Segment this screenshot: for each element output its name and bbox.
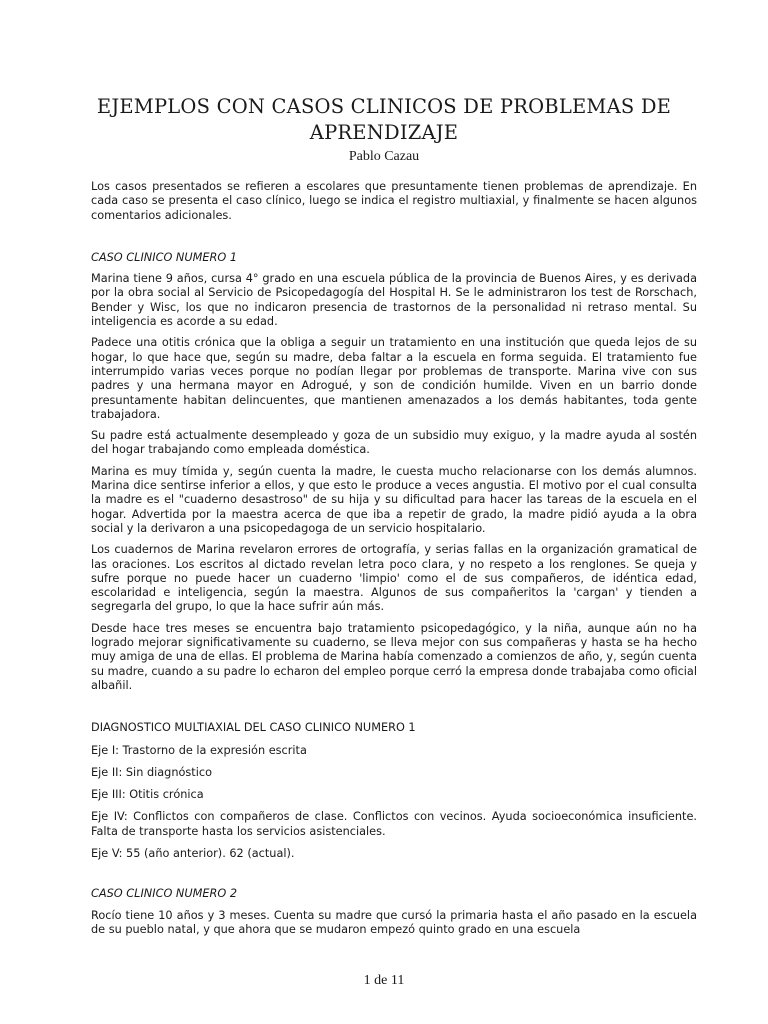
case1-paragraph: Padece una otitis crónica que la obliga a seguir un tratamiento en una institución que queda lejos de su hogar, lo que hace que, según su madre, deba faltar a la escuela en forma seguida. El tratamiento fue interrumpido varias veces porque no podían llegar por problemas de transporte. Marina vive con sus padres y una hermana mayor en Adrogué, y son de condición humilde. Viven en un barrio donde presuntamente habitan delincuentes, que mantienen amenazados a los demás habitantes, toda gente trabajadora.	[91, 336, 697, 421]
case1-paragraph: Marina tiene 9 años, cursa 4° grado en una escuela pública de la provincia de Buenos Aires, y es derivada por la obra social al Servicio de Psicopedagogía del Hospital H. Se le administraron los test de Rorschach, Bender y Wisc, los que no indicaron presencia de trastornos de la personalidad ni retraso mental. Su inteligencia es acorde a su edad.	[91, 272, 697, 329]
case-heading-2: CASO CLINICO NUMERO 2	[91, 887, 238, 901]
axis-item: Eje IV: Conflictos con compañeros de clase. Conflictos con vecinos. Ayuda socioeconómica insuficiente. Falta de transporte hasta los servicios asistenciales.	[91, 810, 697, 838]
document-author: Pablo Cazau	[348, 149, 420, 164]
page-number: 1 de 11	[363, 973, 405, 988]
case1-paragraph: Su padre está actualmente desempleado y goza de un subsidio muy exiguo, y la madre ayuda al sostén del hogar trabajando como empleada doméstica.	[91, 429, 697, 457]
document-title: EJEMPLOS CON CASOS CLINICOS DE PROBLEMAS DE APRENDIZAJE	[96, 95, 672, 144]
intro-paragraph: Los casos presentados se refieren a escolares que presuntamente tienen problemas de aprendizaje. En cada caso se presenta el caso clínico, luego se indica el registro multiaxial, y finalmente se hacen algunos comentarios adicionales.	[91, 180, 697, 222]
axis-item: Eje II: Sin diagnóstico	[91, 765, 212, 779]
axis-item: Eje I: Trastorno de la expresión escrita	[91, 743, 307, 757]
case1-paragraph: Los cuadernos de Marina revelaron errores de ortografía, y serias fallas en la organización gramatical de las oraciones. Los escritos al dictado revelan letra poco clara, y no respeto a los renglones. Se queja y sufre porque no puede hacer un cuaderno 'limpio' como el de sus compañeros, de idéntica edad, escolaridad e inteligencia, según la maestra. Algunos de sus compañeritos la 'cargan' y tienden a segregarla del grupo, lo que la hace sufrir aún más.	[91, 543, 697, 614]
case1-paragraph: Marina es muy tímida y, según cuenta la madre, le cuesta mucho relacionarse con los demás alumnos. Marina dice sentirse inferior a ellos, y que esto le produce a veces angustia. El motivo por el cual consulta la madre es el "cuaderno desastroso" de su hija y su dificultad para hacer las tareas de la escuela en el hogar. Advertida por la maestra acerca de que iba a repetir de grado, la madre pidió ayuda a la obra social y la derivaron a una psicopedagoga de un servicio hospitalario.	[91, 464, 697, 535]
document-body	[91, 180, 697, 944]
case2-paragraph: Rocío tiene 10 años y 3 meses. Cuenta su madre que cursó la primaria hasta el año pasado en la escuela de su pueblo natal, y que ahora que se mudaron empezó quinto grado en una escuela	[91, 908, 697, 936]
case-heading-1: CASO CLINICO NUMERO 1	[91, 250, 238, 264]
case1-paragraph: Desde hace tres meses se encuentra bajo tratamiento psicopedagógico, y la niña, aunque aún no ha logrado mejorar significativamente su cuaderno, se lleva mejor con sus compañeras y hasta se ha hecho muy amiga de una de ellas. El problema de Marina había comenzado a comienzos de año, y, según cuenta su madre, cuando a su padre lo echaron del empleo porque cerró la empresa donde trabajaba como oficial albañil.	[91, 621, 698, 692]
axis-item: Eje III: Otitis crónica	[91, 788, 204, 802]
axis-item: Eje V: 55 (año anterior). 62 (actual).	[91, 846, 295, 860]
diagnostic-heading-1: DIAGNOSTICO MULTIAXIAL DEL CASO CLINICO NUMERO 1	[91, 721, 416, 735]
